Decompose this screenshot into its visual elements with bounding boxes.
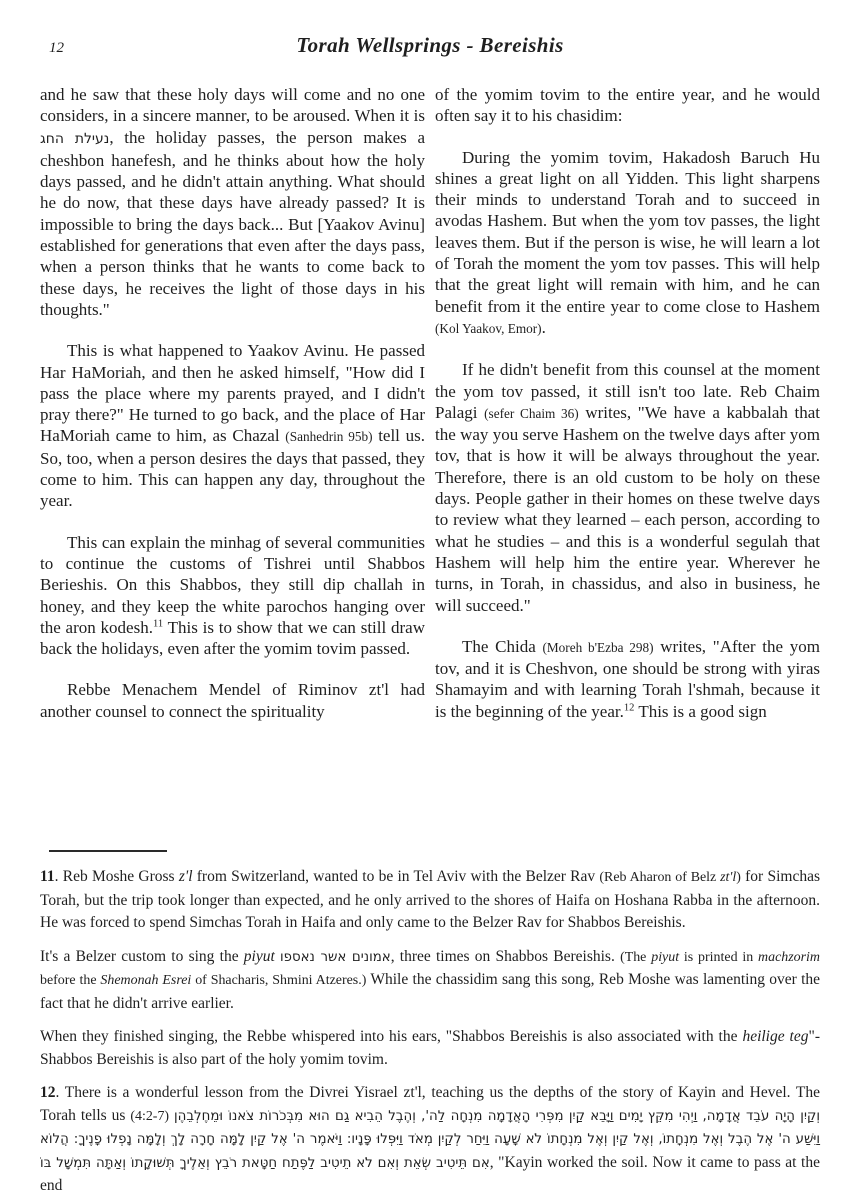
text-segment: for Simchas Torah, but the trip took longer than expected, and he only arrived to the shores of Haifa on Hoshana Rabba in the afternoon. He was forced to spend Simchas Torah in Haifa and only came to the Belzer Rav for Shabbos Bereishis. <box>40 868 820 931</box>
text-segment: When they finished singing, the Rebbe whispered into his ears, "Shabbos Bereishis is also associated with the <box>40 1028 743 1045</box>
text-segment: , three times on Shabbos Bereishis. <box>390 947 621 965</box>
text-segment: from Switzerland, wanted to be in Tel Aviv with the Belzer Rav <box>192 868 600 885</box>
text-segment: is printed in <box>679 949 759 965</box>
footnote <box>40 1026 820 1071</box>
footnote-ref: 12 <box>623 702 635 714</box>
text-segment: Shemonah Esrei <box>100 973 192 988</box>
text-segment: (Kol Yaakov, Emor) <box>435 320 542 336</box>
paragraph <box>435 147 820 340</box>
text-segment: (Sanhedrin 95b) <box>285 429 373 445</box>
body-columns <box>40 84 820 842</box>
paragraph <box>435 359 820 616</box>
text-segment: . There is a wonderful lesson from the Divrei Yisrael zt'l, teaching us the depths of the story of Kayin and Hevel. The Torah tells us <box>40 1084 820 1124</box>
text-segment: "- Shabbos Bereishis is also part of the holy yomim tovim. <box>40 1028 820 1068</box>
text-segment: machzorim <box>758 949 820 965</box>
left-column <box>40 84 425 842</box>
text-segment: During the yomim tovim, Hakadosh Baruch Hu shines a great light on all Yidden. This light sharpens their minds to understand Torah and to succeed in avodas Hashem. But when the yom tov passes, the light leaves them. But if the person is wise, he will learn a lot of Torah the moment the yom tov passes. This will help that the great light will remain with him, and he can benefit from it the entire year to come close to Hashem <box>435 147 820 316</box>
text-segment: It's a Belzer custom to sing the <box>40 947 244 965</box>
text-segment: tell us. So, too, when a person desires the days that passed, they come to him. This can happen any day, throughout the year. <box>40 426 425 511</box>
text-segment: (Moreh b'Ezba 298) <box>542 639 654 655</box>
paragraph <box>40 679 425 722</box>
text-segment: , "Kayin worked the soil. Now it came to pass at the end <box>40 1153 820 1194</box>
text-segment: (Reb Aharon of Belz <box>599 870 721 885</box>
text-segment: and he saw that these holy days will come and no one considers, in a sincere manner, to be aroused. When it is <box>40 85 425 126</box>
text-segment: writes, "After the yom tov, and it is Cheshvon, one should be strong with yiras Shamayim and with learning Torah l'shmah, because it is the beginning of the year. <box>435 636 820 721</box>
text-segment: piyut <box>651 949 680 965</box>
footnote-divider <box>49 850 167 852</box>
text-segment: Rebbe Menachem Mendel of Riminov zt'l had another counsel to connect the spirituality <box>40 680 425 721</box>
text-segment: While the chassidim sang this song, Reb Moshe was lamenting over the fact that he didn't arrive earlier. <box>40 971 821 1012</box>
text-segment: . Reb Moshe Gross <box>54 868 179 885</box>
text-segment: zt'l <box>720 870 737 885</box>
text-segment: 11 <box>40 868 55 885</box>
paragraph <box>40 532 425 660</box>
hebrew-text: וְקַיִן הָיָה עֹבֵד אֲדָמָה, וַיְהִי מִקֵּץ יָמִים וַיָּבֵא קַיִן מִפְּרִי הָאֲדָמָה מִנְחָה לַה', וְהֶבֶל הֵבִיא גַם הוּא מִבְּכֹרוֹת צֹאנוֹ וּמֵחֶלְבֵהֶן וַיִּשַׁע ה' אֶל הֶבֶל וְאֶל מִנְחָתוֹ, וְאֶל קַיִן וְאֶל מִנְחָתוֹ לֹא שָׁעָה וַיִּחַר לְקַיִן מְאֹד וַיִּפְּלוּ פָּנָיו: וַיֹּאמֶר ה' אֶל קַיִן לָמָּה חָרָה לָךְ וְלָמָּה נָפְלוּ פָנֶיךָ: הֲלוֹא אִם תֵּיטִיב שְׂאֵת וְאִם לֹא תֵיטִיב לַפֶּתַח חַטָּאת רֹבֵץ וְאֵלֶיךָ תְּשׁוּקָתוֹ וְאַתָּה תִּמְשָׁל בּוֹ <box>40 1108 821 1171</box>
text-segment: of the yomim tovim to the entire year, and he would often say it to his chasidim: <box>435 85 820 126</box>
text-segment: of Shacharis, Shmini Atzeres.) <box>191 973 367 988</box>
footnote <box>40 866 820 935</box>
footnote <box>40 946 820 1016</box>
text-segment: This is a good sign <box>634 701 767 721</box>
paragraph <box>40 340 425 511</box>
text-segment: heilige teg <box>742 1028 809 1045</box>
paragraph <box>435 84 820 127</box>
text-segment: , the holiday passes, the person makes a cheshbon hanefesh, and he thinks about how the holy days passed, and he didn't attain anything. What should he do now, that these days have already passed? It is impossible to bring the days back... But [Yaakov Avinu] established for generations that even after the days pass, when a person thinks that he wants to come back to these days, he receives the light of those days in his thoughts." <box>40 127 426 319</box>
text-segment: 12 <box>40 1084 56 1101</box>
footnotes-section <box>40 850 820 1198</box>
text-segment: (The <box>620 949 652 965</box>
page-number: 12 <box>49 40 64 56</box>
text-segment: (4:2-7) <box>130 1108 170 1124</box>
footnote-ref: 11 <box>152 618 164 630</box>
text-segment: This is what happened to Yaakov Avinu. He passed Har HaMoriah, and then he asked himself, "How did I pass the place where my parents prayed, and I didn't pray there?" He turned to go back, and the place of Har HaMoriah came to him, as Chazal <box>40 341 425 446</box>
text-segment: writes, "We have a kabbalah that the way you serve Hashem on the twelve days after yom tov, that is how it will be always throughout the year. Therefore, there is an old custom to be holy on these days. People gather in their homes on these twelve days to review what they learned – each person, according to what he studies – and this is a wonderful segulah that Hashem will help him the entire year. Wherever he turns, in Torah, in chassidus, and also in business, he will succeed." <box>435 402 820 615</box>
page-header <box>40 28 820 72</box>
paragraph <box>40 84 425 320</box>
text-segment: . <box>541 317 546 337</box>
hebrew-text: אמונים אשר נאספו <box>280 949 391 965</box>
footnote <box>40 1082 820 1198</box>
text-segment: before the <box>40 973 101 988</box>
paragraph <box>435 636 820 722</box>
text-segment: ) <box>736 870 741 885</box>
text-segment: This is to show that we can still draw back the holidays, even after the yomim tovim passed. <box>40 617 425 659</box>
text-segment: z'l <box>178 868 193 885</box>
text-segment: piyut <box>243 947 275 965</box>
text-segment: This can explain the minhag of several communities to continue the customs of Tishrei until Shabbos Berieshis. On this Shabbos, they still dip challah in honey, and they keep the white parochos hanging over the aron kodesh. <box>40 532 425 637</box>
hebrew-text: נעילת החג <box>40 130 110 147</box>
text-segment: If he didn't benefit from this counsel at the moment the yom tov passed, it still isn't too late. Reb Chaim Palagi <box>435 360 820 422</box>
text-segment: (sefer Chaim 36) <box>484 405 579 421</box>
text-segment: The Chida <box>462 636 543 656</box>
page-title: Torah Wellsprings - Bereishis <box>296 33 564 57</box>
right-column <box>435 84 820 842</box>
